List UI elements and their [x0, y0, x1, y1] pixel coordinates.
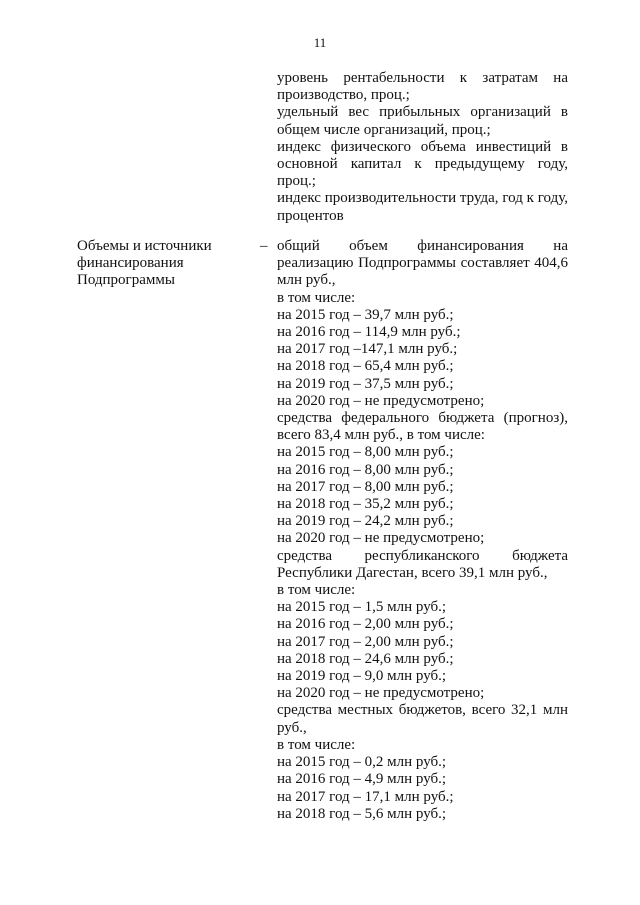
indicators-list	[277, 70, 568, 225]
local-including: в том числе:	[277, 736, 356, 753]
list-item: на 2015 год – 1,5 млн руб.;	[277, 599, 447, 616]
republic-budget: средства республиканского бюджета Республики Дагестан, всего 39,1 млн руб.,	[277, 547, 568, 581]
list-item: на 2018 год – 5,6 млн руб.;	[277, 805, 447, 822]
list-item: на 2017 год – 17,1 млн руб.;	[277, 788, 454, 805]
list-item: на 2017 год –147,1 млн руб.;	[277, 341, 458, 358]
list-item: на 2016 год – 2,00 млн руб.;	[277, 616, 454, 633]
indicator-profitable-share: удельный вес прибыльных организаций в общем числе организаций, проц.;	[277, 104, 568, 138]
list-item: на 2018 год – 65,4 млн руб.;	[277, 358, 454, 375]
list-item: на 2015 год – 8,00 млн руб.;	[277, 444, 454, 461]
list-item: на 2015 год – 0,2 млн руб.;	[277, 754, 447, 771]
list-item: на 2018 год – 35,2 млн руб.;	[277, 496, 454, 513]
list-item: на 2019 год – 37,5 млн руб.;	[277, 375, 454, 392]
list-item: на 2019 год – 9,0 млн руб.;	[277, 668, 447, 685]
list-item: на 2017 год – 8,00 млн руб.;	[277, 478, 454, 495]
total-financing: общий объем финансирования на реализацию Подпрограммы составляет 404,6 млн руб.,	[277, 238, 568, 289]
section-dash: –	[260, 238, 268, 254]
list-item: на 2017 год – 2,00 млн руб.;	[277, 633, 454, 650]
list-item: на 2020 год – не предусмотрено;	[277, 685, 485, 702]
page-number: 11	[313, 35, 327, 50]
local-budget: средства местных бюджетов, всего 32,1 млн руб.,	[277, 702, 568, 736]
indicator-investment-index: индекс физического объема инвестиций в основной капитал к предыдущему году, проц.;	[277, 138, 568, 190]
list-item: на 2015 год – 39,7 млн руб.;	[277, 306, 454, 323]
section-label: Объемы и источники финансирования Подпрограммы	[77, 238, 212, 289]
list-item: на 2016 год – 114,9 млн руб.;	[277, 324, 461, 341]
republic-including: в том числе:	[277, 582, 356, 599]
list-item: на 2016 год – 4,9 млн руб.;	[277, 771, 447, 788]
total-including: в том числе:	[277, 289, 356, 306]
federal-budget: средства федерального бюджета (прогноз), всего 83,4 млн руб., в том числе:	[277, 410, 568, 444]
indicator-labor-productivity: индекс производительности труда, год к году, процентов	[277, 190, 568, 224]
list-item: на 2019 год – 24,2 млн руб.;	[277, 513, 454, 530]
indicator-profitability: уровень рентабельности к затратам на производство, проц.;	[277, 70, 568, 104]
list-item: на 2020 год – не предусмотрено;	[277, 392, 485, 409]
list-item: на 2018 год – 24,6 млн руб.;	[277, 650, 454, 667]
list-item: на 2020 год – не предусмотрено;	[277, 530, 485, 547]
list-item: на 2016 год – 8,00 млн руб.;	[277, 461, 454, 478]
financing-details	[277, 238, 568, 823]
